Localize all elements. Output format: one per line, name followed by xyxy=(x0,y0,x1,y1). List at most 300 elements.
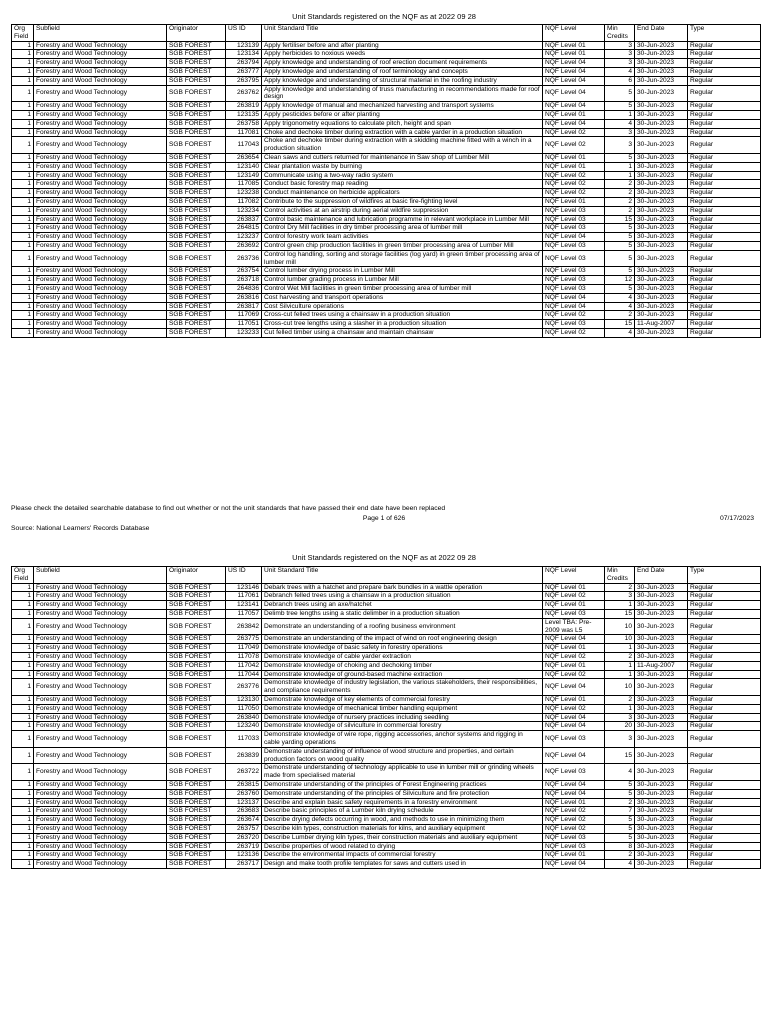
cell-type: Regular xyxy=(688,171,761,180)
header-us-id: US ID xyxy=(226,567,262,584)
cell-nqf-level: NQF Level 03 xyxy=(543,731,605,748)
cell-title: Conduct basic forestry map reading xyxy=(262,180,543,189)
cell-org-field: 1 xyxy=(12,85,34,102)
cell-title: Demonstrate knowledge of cable yarder extraction xyxy=(262,652,543,661)
cell-nqf-level: NQF Level 04 xyxy=(543,119,605,128)
cell-end-date: 30-Jun-2023 xyxy=(635,189,688,198)
cell-us-id: 263775 xyxy=(226,635,262,644)
cell-nqf-level: NQF Level 03 xyxy=(543,609,605,618)
cell-title: Control log handling, sorting and storage facilities (log yard) in green timber processing area of lumber mill xyxy=(262,250,543,267)
table-body xyxy=(12,41,761,337)
table-row xyxy=(12,250,761,267)
table-row xyxy=(12,833,761,842)
cell-subfield: Forestry and Wood Technology xyxy=(34,833,167,842)
cell-originator: SGB FOREST xyxy=(167,695,226,704)
cell-subfield: Forestry and Wood Technology xyxy=(34,85,167,102)
table-row xyxy=(12,119,761,128)
cell-min-credits: 2 xyxy=(605,583,635,592)
cell-end-date: 11-Aug-2007 xyxy=(635,320,688,329)
cell-org-field: 1 xyxy=(12,250,34,267)
cell-title: Demonstrate an understanding of a roofing business environment xyxy=(262,618,543,635)
cell-end-date: 30-Jun-2023 xyxy=(635,233,688,242)
cell-title: Contribute to the suppression of wildfires at basic fire-fighting level xyxy=(262,197,543,206)
cell-subfield: Forestry and Wood Technology xyxy=(34,128,167,137)
cell-type: Regular xyxy=(688,713,761,722)
cell-subfield: Forestry and Wood Technology xyxy=(34,851,167,860)
cell-type: Regular xyxy=(688,695,761,704)
cell-end-date: 30-Jun-2023 xyxy=(635,609,688,618)
cell-us-id: 263794 xyxy=(226,59,262,68)
cell-title: Control Dry Mill facilities in dry timber processing area of lumber mill xyxy=(262,224,543,233)
cell-min-credits: 5 xyxy=(605,824,635,833)
cell-subfield: Forestry and Wood Technology xyxy=(34,293,167,302)
cell-end-date: 30-Jun-2023 xyxy=(635,618,688,635)
cell-subfield: Forestry and Wood Technology xyxy=(34,250,167,267)
cell-type: Regular xyxy=(688,215,761,224)
cell-org-field: 1 xyxy=(12,807,34,816)
cell-end-date: 30-Jun-2023 xyxy=(635,824,688,833)
cell-nqf-level: NQF Level 03 xyxy=(543,241,605,250)
table-row xyxy=(12,798,761,807)
cell-nqf-level: NQF Level 02 xyxy=(543,704,605,713)
header-end-date: End Date xyxy=(635,567,688,584)
cell-org-field: 1 xyxy=(12,652,34,661)
cell-end-date: 30-Jun-2023 xyxy=(635,816,688,825)
cell-us-id: 263720 xyxy=(226,833,262,842)
cell-title: Delimb tree lengths using a static delimber in a production situation xyxy=(262,609,543,618)
cell-end-date: 30-Jun-2023 xyxy=(635,731,688,748)
cell-nqf-level: NQF Level 02 xyxy=(543,592,605,601)
cell-originator: SGB FOREST xyxy=(167,731,226,748)
cell-min-credits: 1 xyxy=(605,661,635,670)
cell-org-field: 1 xyxy=(12,670,34,679)
cell-org-field: 1 xyxy=(12,722,34,731)
cell-us-id: 263674 xyxy=(226,816,262,825)
table-row xyxy=(12,276,761,285)
table-row xyxy=(12,764,761,781)
cell-type: Regular xyxy=(688,119,761,128)
cell-nqf-level: NQF Level 03 xyxy=(543,215,605,224)
cell-subfield: Forestry and Wood Technology xyxy=(34,162,167,171)
cell-min-credits: 1 xyxy=(605,704,635,713)
cell-type: Regular xyxy=(688,842,761,851)
cell-org-field: 1 xyxy=(12,780,34,789)
cell-org-field: 1 xyxy=(12,592,34,601)
cell-type: Regular xyxy=(688,284,761,293)
cell-min-credits: 2 xyxy=(605,851,635,860)
cell-org-field: 1 xyxy=(12,267,34,276)
cell-nqf-level: NQF Level 04 xyxy=(543,635,605,644)
cell-originator: SGB FOREST xyxy=(167,233,226,242)
cell-originator: SGB FOREST xyxy=(167,807,226,816)
cell-originator: SGB FOREST xyxy=(167,41,226,50)
header-title: Unit Standard Title xyxy=(262,25,543,42)
cell-end-date: 30-Jun-2023 xyxy=(635,215,688,224)
cell-us-id: 123130 xyxy=(226,695,262,704)
cell-end-date: 30-Jun-2023 xyxy=(635,764,688,781)
cell-originator: SGB FOREST xyxy=(167,704,226,713)
cell-type: Regular xyxy=(688,789,761,798)
page-number: Page 1 of 626 xyxy=(362,515,406,522)
cell-min-credits: 1 xyxy=(605,644,635,653)
cell-originator: SGB FOREST xyxy=(167,102,226,111)
cell-subfield: Forestry and Wood Technology xyxy=(34,206,167,215)
cell-originator: SGB FOREST xyxy=(167,592,226,601)
cell-org-field: 1 xyxy=(12,197,34,206)
cell-nqf-level: NQF Level 03 xyxy=(543,833,605,842)
header-nqf-level: NQF Level xyxy=(543,25,605,42)
table-row xyxy=(12,50,761,59)
cell-nqf-level: NQF Level 04 xyxy=(543,747,605,764)
cell-title: Demonstrate knowledge of key elements of commercial forestry xyxy=(262,695,543,704)
cell-originator: SGB FOREST xyxy=(167,328,226,337)
cell-us-id: 117081 xyxy=(226,128,262,137)
cell-type: Regular xyxy=(688,267,761,276)
cell-org-field: 1 xyxy=(12,713,34,722)
cell-type: Regular xyxy=(688,76,761,85)
cell-end-date: 30-Jun-2023 xyxy=(635,206,688,215)
cell-title: Control lumber drying process in Lumber Mill xyxy=(262,267,543,276)
cell-org-field: 1 xyxy=(12,162,34,171)
cell-us-id: 123238 xyxy=(226,189,262,198)
cell-type: Regular xyxy=(688,601,761,610)
cell-type: Regular xyxy=(688,780,761,789)
cell-title: Clean saws and cutters returned for maintenance in Saw shop of Lumber Mill xyxy=(262,153,543,162)
cell-type: Regular xyxy=(688,293,761,302)
cell-nqf-level: NQF Level 02 xyxy=(543,328,605,337)
cell-us-id: 263777 xyxy=(226,67,262,76)
page-title: Unit Standards registered on the NQF as at 2022 09 28 xyxy=(292,12,476,21)
cell-nqf-level: NQF Level 04 xyxy=(543,67,605,76)
cell-end-date: 30-Jun-2023 xyxy=(635,180,688,189)
cell-end-date: 30-Jun-2023 xyxy=(635,592,688,601)
cell-title: Describe the environmental impacts of commercial forestry xyxy=(262,851,543,860)
cell-min-credits: 3 xyxy=(605,41,635,50)
table-row xyxy=(12,704,761,713)
cell-subfield: Forestry and Wood Technology xyxy=(34,76,167,85)
table-row xyxy=(12,67,761,76)
cell-title: Describe and explain basic safety requirements in a forestry environment xyxy=(262,798,543,807)
cell-subfield: Forestry and Wood Technology xyxy=(34,284,167,293)
cell-originator: SGB FOREST xyxy=(167,583,226,592)
table-row xyxy=(12,722,761,731)
page-title: Unit Standards registered on the NQF as at 2022 09 28 xyxy=(292,553,476,562)
cell-title: Debark trees with a hatchet and prepare bark bundles in a wattle operation xyxy=(262,583,543,592)
cell-title: Communicate using a two-way radio system xyxy=(262,171,543,180)
cell-type: Regular xyxy=(688,320,761,329)
cell-nqf-level: NQF Level 02 xyxy=(543,670,605,679)
cell-originator: SGB FOREST xyxy=(167,842,226,851)
cell-nqf-level: NQF Level 01 xyxy=(543,798,605,807)
cell-org-field: 1 xyxy=(12,284,34,293)
cell-title: Describe Lumber drying kiln types, their construction materials and auxiliary equipment xyxy=(262,833,543,842)
cell-originator: SGB FOREST xyxy=(167,816,226,825)
table-header xyxy=(12,25,761,42)
cell-end-date: 30-Jun-2023 xyxy=(635,789,688,798)
table-row xyxy=(12,302,761,311)
cell-nqf-level: NQF Level 03 xyxy=(543,276,605,285)
header-subfield: Subfield xyxy=(34,567,167,584)
cell-end-date: 30-Jun-2023 xyxy=(635,110,688,119)
unit-standards-table xyxy=(11,24,761,338)
cell-org-field: 1 xyxy=(12,731,34,748)
cell-us-id: 263815 xyxy=(226,780,262,789)
cell-subfield: Forestry and Wood Technology xyxy=(34,807,167,816)
cell-subfield: Forestry and Wood Technology xyxy=(34,652,167,661)
cell-min-credits: 1 xyxy=(605,670,635,679)
cell-us-id: 263736 xyxy=(226,250,262,267)
cell-subfield: Forestry and Wood Technology xyxy=(34,860,167,869)
cell-end-date: 30-Jun-2023 xyxy=(635,747,688,764)
cell-originator: SGB FOREST xyxy=(167,747,226,764)
cell-type: Regular xyxy=(688,661,761,670)
cell-min-credits: 1 xyxy=(605,162,635,171)
cell-min-credits: 2 xyxy=(605,695,635,704)
cell-originator: SGB FOREST xyxy=(167,162,226,171)
cell-nqf-level: NQF Level 03 xyxy=(543,267,605,276)
cell-subfield: Forestry and Wood Technology xyxy=(34,601,167,610)
cell-type: Regular xyxy=(688,609,761,618)
cell-end-date: 30-Jun-2023 xyxy=(635,601,688,610)
cell-subfield: Forestry and Wood Technology xyxy=(34,59,167,68)
cell-org-field: 1 xyxy=(12,851,34,860)
table-row xyxy=(12,224,761,233)
cell-us-id: 117044 xyxy=(226,670,262,679)
cell-org-field: 1 xyxy=(12,206,34,215)
cell-min-credits: 3 xyxy=(605,50,635,59)
cell-us-id: 263722 xyxy=(226,764,262,781)
cell-end-date: 30-Jun-2023 xyxy=(635,780,688,789)
cell-subfield: Forestry and Wood Technology xyxy=(34,644,167,653)
table-row xyxy=(12,59,761,68)
cell-end-date: 30-Jun-2023 xyxy=(635,635,688,644)
cell-title: Demonstrate understanding of influence of wood structure and properties, and certain production factors on wood quality xyxy=(262,747,543,764)
cell-title: Demonstrate understanding of the principles of Forest Engineering practices xyxy=(262,780,543,789)
cell-subfield: Forestry and Wood Technology xyxy=(34,189,167,198)
cell-subfield: Forestry and Wood Technology xyxy=(34,267,167,276)
cell-min-credits: 5 xyxy=(605,267,635,276)
cell-originator: SGB FOREST xyxy=(167,293,226,302)
cell-type: Regular xyxy=(688,764,761,781)
cell-type: Regular xyxy=(688,153,761,162)
cell-min-credits: 1 xyxy=(605,171,635,180)
header-originator: Originator xyxy=(167,567,226,584)
cell-originator: SGB FOREST xyxy=(167,153,226,162)
cell-end-date: 30-Jun-2023 xyxy=(635,851,688,860)
cell-subfield: Forestry and Wood Technology xyxy=(34,276,167,285)
cell-originator: SGB FOREST xyxy=(167,661,226,670)
cell-nqf-level: NQF Level 04 xyxy=(543,233,605,242)
table-row xyxy=(12,789,761,798)
cell-nqf-level: NQF Level 02 xyxy=(543,189,605,198)
cell-nqf-level: NQF Level 01 xyxy=(543,601,605,610)
cell-type: Regular xyxy=(688,798,761,807)
table-row xyxy=(12,851,761,860)
cell-nqf-level: NQF Level 04 xyxy=(543,293,605,302)
cell-us-id: 117061 xyxy=(226,592,262,601)
table-row xyxy=(12,679,761,696)
cell-subfield: Forestry and Wood Technology xyxy=(34,592,167,601)
cell-type: Regular xyxy=(688,635,761,644)
cell-us-id: 263842 xyxy=(226,618,262,635)
cell-min-credits: 10 xyxy=(605,679,635,696)
cell-end-date: 30-Jun-2023 xyxy=(635,644,688,653)
table-row xyxy=(12,731,761,748)
cell-org-field: 1 xyxy=(12,635,34,644)
cell-subfield: Forestry and Wood Technology xyxy=(34,110,167,119)
header-end-date: End Date xyxy=(635,25,688,42)
cell-subfield: Forestry and Wood Technology xyxy=(34,583,167,592)
cell-min-credits: 5 xyxy=(605,153,635,162)
table-row xyxy=(12,780,761,789)
cell-type: Regular xyxy=(688,50,761,59)
cell-end-date: 30-Jun-2023 xyxy=(635,153,688,162)
cell-end-date: 30-Jun-2023 xyxy=(635,311,688,320)
cell-subfield: Forestry and Wood Technology xyxy=(34,215,167,224)
cell-title: Demonstrate knowledge of ground-based machine extraction xyxy=(262,670,543,679)
cell-subfield: Forestry and Wood Technology xyxy=(34,824,167,833)
cell-min-credits: 10 xyxy=(605,618,635,635)
cell-org-field: 1 xyxy=(12,704,34,713)
cell-org-field: 1 xyxy=(12,661,34,670)
cell-subfield: Forestry and Wood Technology xyxy=(34,713,167,722)
cell-nqf-level: NQF Level 03 xyxy=(543,284,605,293)
cell-nqf-level: NQF Level 01 xyxy=(543,162,605,171)
cell-us-id: 117049 xyxy=(226,644,262,653)
cell-subfield: Forestry and Wood Technology xyxy=(34,328,167,337)
cell-min-credits: 5 xyxy=(605,233,635,242)
table-row xyxy=(12,816,761,825)
source-note: Source: National Learners' Records Database xyxy=(11,525,150,532)
cell-org-field: 1 xyxy=(12,789,34,798)
cell-type: Regular xyxy=(688,276,761,285)
cell-nqf-level: NQF Level 04 xyxy=(543,713,605,722)
cell-type: Regular xyxy=(688,137,761,154)
cell-title: Control lumber grading process in Lumber Mill xyxy=(262,276,543,285)
cell-originator: SGB FOREST xyxy=(167,601,226,610)
cell-title: Cost Silviculture operations xyxy=(262,302,543,311)
cell-us-id: 117057 xyxy=(226,609,262,618)
cell-originator: SGB FOREST xyxy=(167,860,226,869)
cell-nqf-level: NQF Level 02 xyxy=(543,816,605,825)
table-row xyxy=(12,320,761,329)
cell-min-credits: 4 xyxy=(605,860,635,869)
cell-originator: SGB FOREST xyxy=(167,67,226,76)
cell-us-id: 263719 xyxy=(226,842,262,851)
cell-title: Apply knowledge and understanding of roof erection document requirements xyxy=(262,59,543,68)
table-row xyxy=(12,860,761,869)
cell-min-credits: 4 xyxy=(605,67,635,76)
cell-end-date: 30-Jun-2023 xyxy=(635,670,688,679)
cell-end-date: 30-Jun-2023 xyxy=(635,713,688,722)
cell-min-credits: 3 xyxy=(605,128,635,137)
cell-us-id: 263683 xyxy=(226,807,262,816)
table-row xyxy=(12,171,761,180)
cell-title: Apply knowledge of manual and mechanized harvesting and transport systems xyxy=(262,102,543,111)
cell-nqf-level: NQF Level 02 xyxy=(543,137,605,154)
cell-us-id: 123149 xyxy=(226,171,262,180)
cell-min-credits: 5 xyxy=(605,833,635,842)
cell-originator: SGB FOREST xyxy=(167,635,226,644)
cell-nqf-level: NQF Level 03 xyxy=(543,206,605,215)
table-row xyxy=(12,76,761,85)
table-row xyxy=(12,41,761,50)
cell-org-field: 1 xyxy=(12,67,34,76)
table-row xyxy=(12,824,761,833)
cell-us-id: 263837 xyxy=(226,215,262,224)
cell-nqf-level: NQF Level 01 xyxy=(543,50,605,59)
cell-min-credits: 2 xyxy=(605,180,635,189)
cell-nqf-level: NQF Level 04 xyxy=(543,780,605,789)
header-us-id: US ID xyxy=(226,25,262,42)
cell-us-id: 117042 xyxy=(226,661,262,670)
cell-min-credits: 3 xyxy=(605,137,635,154)
cell-subfield: Forestry and Wood Technology xyxy=(34,320,167,329)
cell-nqf-level: NQF Level 03 xyxy=(543,764,605,781)
cell-end-date: 30-Jun-2023 xyxy=(635,41,688,50)
cell-org-field: 1 xyxy=(12,128,34,137)
cell-type: Regular xyxy=(688,583,761,592)
cell-subfield: Forestry and Wood Technology xyxy=(34,67,167,76)
cell-end-date: 30-Jun-2023 xyxy=(635,704,688,713)
cell-originator: SGB FOREST xyxy=(167,851,226,860)
cell-org-field: 1 xyxy=(12,302,34,311)
cell-nqf-level: Level TBA: Pre-2009 was L5 xyxy=(543,618,605,635)
cell-min-credits: 2 xyxy=(605,798,635,807)
cell-min-credits: 6 xyxy=(605,76,635,85)
cell-org-field: 1 xyxy=(12,601,34,610)
cell-originator: SGB FOREST xyxy=(167,189,226,198)
cell-type: Regular xyxy=(688,328,761,337)
cell-end-date: 30-Jun-2023 xyxy=(635,50,688,59)
cell-org-field: 1 xyxy=(12,860,34,869)
cell-org-field: 1 xyxy=(12,764,34,781)
cell-us-id: 263762 xyxy=(226,85,262,102)
cell-title: Control basic maintenance and lubrication programme in relevant workplace in Lumber Mill xyxy=(262,215,543,224)
print-date: 07/17/2023 xyxy=(719,515,754,522)
cell-us-id: 264815 xyxy=(226,224,262,233)
cell-org-field: 1 xyxy=(12,110,34,119)
cell-type: Regular xyxy=(688,189,761,198)
cell-org-field: 1 xyxy=(12,276,34,285)
cell-title: Apply herbicides to noxious weeds xyxy=(262,50,543,59)
cell-us-id: 123140 xyxy=(226,162,262,171)
header-subfield: Subfield xyxy=(34,25,167,42)
table-row xyxy=(12,284,761,293)
cell-subfield: Forestry and Wood Technology xyxy=(34,842,167,851)
cell-min-credits: 15 xyxy=(605,215,635,224)
cell-min-credits: 15 xyxy=(605,747,635,764)
cell-title: Demonstrate knowledge of basic safety in forestry operations xyxy=(262,644,543,653)
table-row xyxy=(12,592,761,601)
cell-type: Regular xyxy=(688,592,761,601)
cell-type: Regular xyxy=(688,860,761,869)
cell-min-credits: 20 xyxy=(605,722,635,731)
table-row xyxy=(12,652,761,661)
cell-originator: SGB FOREST xyxy=(167,241,226,250)
cell-end-date: 30-Jun-2023 xyxy=(635,267,688,276)
header-org-field: Org Field xyxy=(12,25,34,42)
cell-nqf-level: NQF Level 01 xyxy=(543,197,605,206)
cell-us-id: 123136 xyxy=(226,851,262,860)
cell-min-credits: 5 xyxy=(605,85,635,102)
cell-us-id: 264836 xyxy=(226,284,262,293)
table-row xyxy=(12,293,761,302)
cell-org-field: 1 xyxy=(12,241,34,250)
cell-nqf-level: NQF Level 03 xyxy=(543,320,605,329)
cell-subfield: Forestry and Wood Technology xyxy=(34,670,167,679)
cell-end-date: 30-Jun-2023 xyxy=(635,583,688,592)
